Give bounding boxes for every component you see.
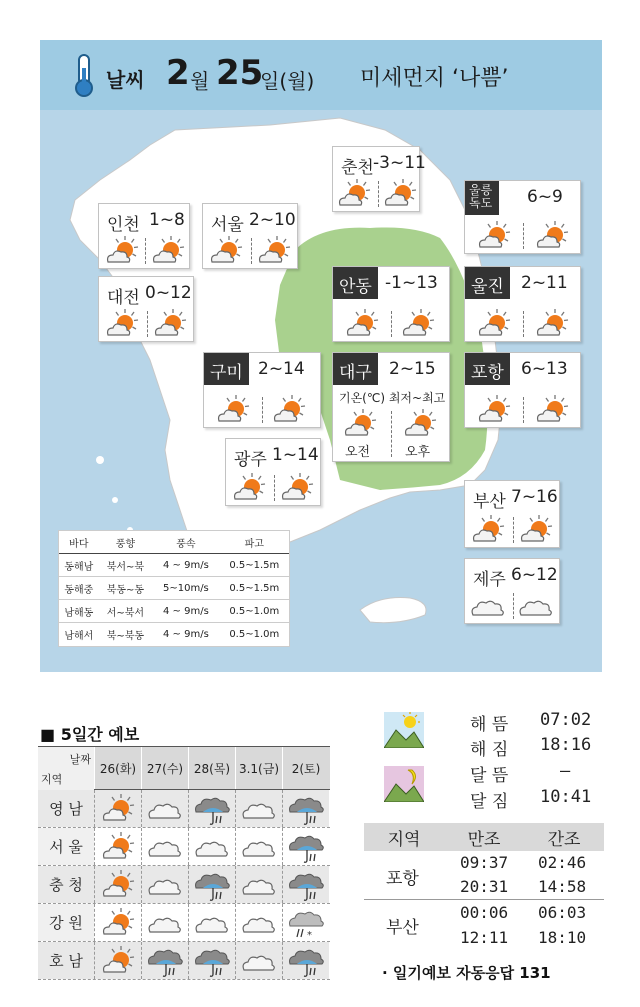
forecast-cell (188, 942, 235, 979)
divider (378, 181, 379, 207)
partly-sunny-icon (149, 234, 187, 266)
forecast-day: 27(수) (141, 747, 188, 789)
city-tag: 구미 (204, 353, 249, 385)
sea-cell: 4 ~ 9m/s (163, 559, 209, 571)
month-number: 2 (166, 53, 190, 93)
forecast-row (38, 942, 330, 980)
city-card-ulleung (464, 180, 581, 254)
cloud-icon (240, 944, 278, 978)
tide-header-cell: 간조 (547, 829, 581, 850)
sea-cell: 5~10m/s (162, 582, 209, 594)
day-number: 25 (216, 53, 264, 93)
rain-cloud-icon (193, 944, 231, 978)
high-tide-time: 00:06 (460, 903, 509, 922)
moonrise-time: – (560, 761, 571, 781)
city-card-pohang (464, 352, 581, 428)
sea-header-cell: 파고 (244, 538, 264, 550)
forecast-cell (235, 866, 282, 903)
city-name: 춘천 (341, 158, 374, 178)
region-axis-label: 지역 (41, 773, 63, 786)
city-name: 부산 (473, 492, 506, 512)
sunset-time: 18:16 (540, 735, 592, 755)
sea-cell: 남해서 (64, 631, 94, 642)
sea-cell: 동해중 (64, 584, 94, 596)
forecast-header-row (38, 746, 330, 790)
forecast-cell (282, 866, 329, 903)
city-card-chuncheon (332, 146, 426, 212)
forecast-cell (282, 828, 329, 865)
sea-header-cell: 바다 (69, 538, 89, 550)
am-label: 오전 (345, 445, 371, 460)
low-tide-time: 18:10 (538, 928, 587, 947)
cloud-icon (193, 906, 231, 940)
forecast-cell (141, 866, 188, 903)
moon-mountain-icon (384, 766, 424, 802)
tide-header-cell: 만조 (467, 829, 501, 850)
city-temp: 2~14 (258, 359, 305, 379)
divider (262, 397, 263, 423)
partly-sunny-icon (475, 393, 513, 425)
forecast-cell (235, 828, 282, 865)
forecast-region: 강 원 (38, 904, 94, 941)
sea-cell: 북동~동 (106, 584, 145, 596)
partly-sunny-icon (475, 219, 513, 251)
rain-cloud-icon (287, 944, 325, 978)
city-temp: 2~10 (249, 210, 296, 230)
snow-rain-cloud-icon (287, 906, 325, 940)
forecast-region: 서 울 (38, 828, 94, 865)
auto-response-note: · 일기예보 자동응답 131 (382, 964, 551, 982)
sea-cell: 동해남 (64, 561, 94, 573)
forecast-day: 28(목) (188, 747, 235, 789)
city-card-daejeon (98, 276, 194, 342)
sunset-label: 해 짐 (470, 740, 509, 760)
city-tag: 울릉 독도 (465, 181, 499, 215)
forecast-cell (235, 904, 282, 941)
cloud-icon (240, 792, 278, 826)
forecast-cell (141, 942, 188, 979)
weather-label: 날씨 (106, 68, 145, 92)
city-tag: 대구 (333, 353, 378, 385)
forecast-cell (235, 942, 282, 979)
city-card-gumi (203, 352, 321, 428)
partly-sunny-icon (343, 307, 381, 339)
partly-sunny-icon (103, 307, 141, 339)
forecast-corner-cell (38, 747, 94, 791)
header-bar (40, 40, 602, 110)
city-temp: 6~9 (527, 187, 563, 207)
partly-sunny-icon (255, 234, 293, 266)
partly-sunny-icon (401, 407, 439, 439)
divider (513, 593, 514, 619)
sea-cell: 북서~북 (106, 561, 145, 573)
city-temp: 6~13 (521, 359, 568, 379)
forecast-row (38, 866, 330, 904)
city-name: 대전 (107, 288, 140, 308)
divider (513, 517, 514, 543)
partly-sunny-icon (278, 471, 316, 503)
forecast-cell (141, 790, 188, 827)
sea-cell: 0.5~1.0m (229, 605, 280, 617)
tide-header (364, 823, 604, 851)
sea-table-row (59, 554, 289, 577)
sea-cell: 남해동 (64, 607, 94, 619)
forecast-cell (94, 790, 141, 827)
city-name: 인천 (107, 215, 140, 235)
partly-sunny-icon (230, 471, 268, 503)
divider (364, 899, 604, 900)
sea-cell: 4 ~ 9m/s (163, 629, 209, 640)
cloud-icon (517, 589, 555, 621)
thermometer-icon (70, 52, 98, 98)
forecast-cell (94, 828, 141, 865)
fine-dust-status: 미세먼지 ‘나쁨’ (360, 66, 509, 91)
forecast-cell (188, 790, 235, 827)
cloud-icon (193, 830, 231, 864)
weather-map-panel (40, 40, 602, 672)
tide-location: 부산 (386, 918, 419, 938)
forecast-cell (94, 942, 141, 979)
month-unit: 월 (190, 69, 210, 93)
cloud-icon (146, 868, 184, 902)
partly-sunny-icon (475, 307, 513, 339)
forecast-body (38, 790, 330, 980)
low-tide-time: 02:46 (538, 853, 587, 872)
sea-table-row (59, 600, 289, 623)
day-unit: 일(월) (260, 69, 315, 93)
divider (523, 311, 524, 337)
city-tag: 울진 (465, 267, 510, 299)
cloud-icon (240, 906, 278, 940)
city-temp: -3~11 (373, 153, 426, 173)
city-card-daegu (332, 352, 450, 462)
cloud-icon (146, 830, 184, 864)
pm-label: 오후 (405, 445, 431, 460)
partly-sunny-icon (103, 234, 141, 266)
partly-sunny-icon (533, 219, 571, 251)
partly-sunny-icon (151, 307, 189, 339)
five-day-forecast-table (38, 746, 330, 980)
tide-location: 포항 (386, 869, 419, 889)
city-temp: 7~16 (511, 487, 558, 507)
sea-cell: 0.5~1.0m (229, 629, 280, 640)
partly-sunny-icon (399, 307, 437, 339)
low-tide-time: 14:58 (538, 877, 587, 896)
city-tag: 안동 (333, 267, 378, 299)
partly-sunny-icon (214, 393, 252, 425)
rain-cloud-icon (287, 830, 325, 864)
partly-sunny-icon (270, 393, 308, 425)
forecast-row (38, 904, 330, 942)
divider (523, 397, 524, 423)
forecast-cell (188, 904, 235, 941)
city-temp: 6~12 (511, 565, 558, 585)
forecast-cell (282, 790, 329, 827)
forecast-cell (141, 904, 188, 941)
forecast-cell (235, 790, 282, 827)
forecast-row (38, 828, 330, 866)
moonset-time: 10:41 (540, 787, 592, 807)
forecast-day: 3.1(금) (235, 747, 282, 789)
partly-sunny-icon (99, 792, 137, 826)
tide-table (364, 823, 604, 851)
sea-table-row (59, 577, 289, 600)
divider (391, 311, 392, 337)
city-name: 광주 (234, 450, 267, 470)
forecast-region: 충 청 (38, 866, 94, 903)
city-card-jeju (464, 558, 560, 624)
city-card-incheon (98, 203, 190, 269)
partly-sunny-icon (517, 513, 555, 545)
sea-cell: 서~북서 (106, 607, 145, 619)
city-card-andong (332, 266, 450, 342)
forecast-day: 26(화) (94, 747, 141, 789)
forecast-day: 2(토) (282, 747, 329, 789)
forecast-cell (94, 866, 141, 903)
forecast-region: 호 남 (38, 942, 94, 979)
high-tide-time: 12:11 (460, 928, 509, 947)
partly-sunny-icon (99, 944, 137, 978)
sea-header-cell: 풍향 (115, 538, 136, 550)
rain-cloud-icon (287, 792, 325, 826)
partly-sunny-icon (99, 906, 137, 940)
high-tide-time: 20:31 (460, 877, 509, 896)
cloud-icon (240, 868, 278, 902)
sea-cell: 북~북동 (106, 631, 145, 642)
sea-table-header (59, 531, 289, 554)
cloud-icon (240, 830, 278, 864)
partly-sunny-icon (533, 307, 571, 339)
partly-sunny-icon (99, 830, 137, 864)
rain-cloud-icon (287, 868, 325, 902)
divider (523, 223, 524, 249)
forecast-cell (282, 904, 329, 941)
rain-cloud-icon (193, 792, 231, 826)
forecast-cell (94, 904, 141, 941)
city-temp: 0~12 (145, 283, 192, 303)
partly-sunny-icon (533, 393, 571, 425)
sea-header-cell: 풍속 (176, 538, 196, 550)
partly-sunny-icon (207, 234, 245, 266)
date-axis-label: 날짜 (69, 753, 91, 766)
city-card-seoul (202, 203, 298, 269)
sunrise-time: 07:02 (540, 710, 592, 730)
partly-sunny-icon (381, 177, 419, 209)
rain-cloud-icon (146, 944, 184, 978)
divider (274, 475, 275, 501)
sea-conditions-table (58, 530, 290, 647)
divider (147, 311, 148, 337)
city-name: 제주 (473, 570, 506, 590)
temperature-legend: 기온(℃) 최저~최고 (339, 391, 446, 405)
sun-mountain-icon (384, 712, 424, 748)
sea-cell: 0.5~1.5m (229, 559, 280, 571)
high-tide-time: 09:37 (460, 853, 509, 872)
partly-sunny-icon (335, 177, 373, 209)
forecast-cell (188, 866, 235, 903)
rain-cloud-icon (193, 868, 231, 902)
sunrise-label: 해 뜸 (470, 715, 509, 735)
divider (251, 238, 252, 264)
partly-sunny-icon (469, 513, 507, 545)
city-name: 서울 (211, 215, 244, 235)
city-card-busan (464, 480, 560, 548)
sea-cell: 0.5~1.5m (229, 582, 280, 594)
partly-sunny-icon (341, 407, 379, 439)
low-tide-time: 06:03 (538, 903, 587, 922)
partly-sunny-icon (99, 868, 137, 902)
city-card-gwangju (225, 438, 321, 506)
city-temp: 2~11 (521, 273, 568, 293)
cloud-icon (469, 589, 507, 621)
forecast-region: 영 남 (38, 790, 94, 827)
forecast-cell (282, 942, 329, 979)
five-day-forecast-title: ■ 5일간 예보 (40, 725, 140, 744)
city-temp: 1~8 (149, 210, 185, 230)
divider (145, 238, 146, 264)
cloud-icon (146, 792, 184, 826)
divider (391, 411, 392, 457)
forecast-cell (141, 828, 188, 865)
sea-table-row (59, 623, 289, 646)
city-card-uljin (464, 266, 581, 342)
cloud-icon (146, 906, 184, 940)
city-temp: 2~15 (389, 359, 436, 379)
city-temp: -1~13 (385, 273, 438, 293)
tide-header-cell: 지역 (387, 829, 421, 850)
city-temp: 1~14 (272, 445, 319, 465)
forecast-cell (188, 828, 235, 865)
moonset-label: 달 짐 (470, 792, 509, 812)
sea-cell: 4 ~ 9m/s (163, 605, 209, 617)
forecast-row (38, 790, 330, 828)
moonrise-label: 달 뜸 (470, 766, 509, 786)
city-tag: 포항 (465, 353, 510, 385)
